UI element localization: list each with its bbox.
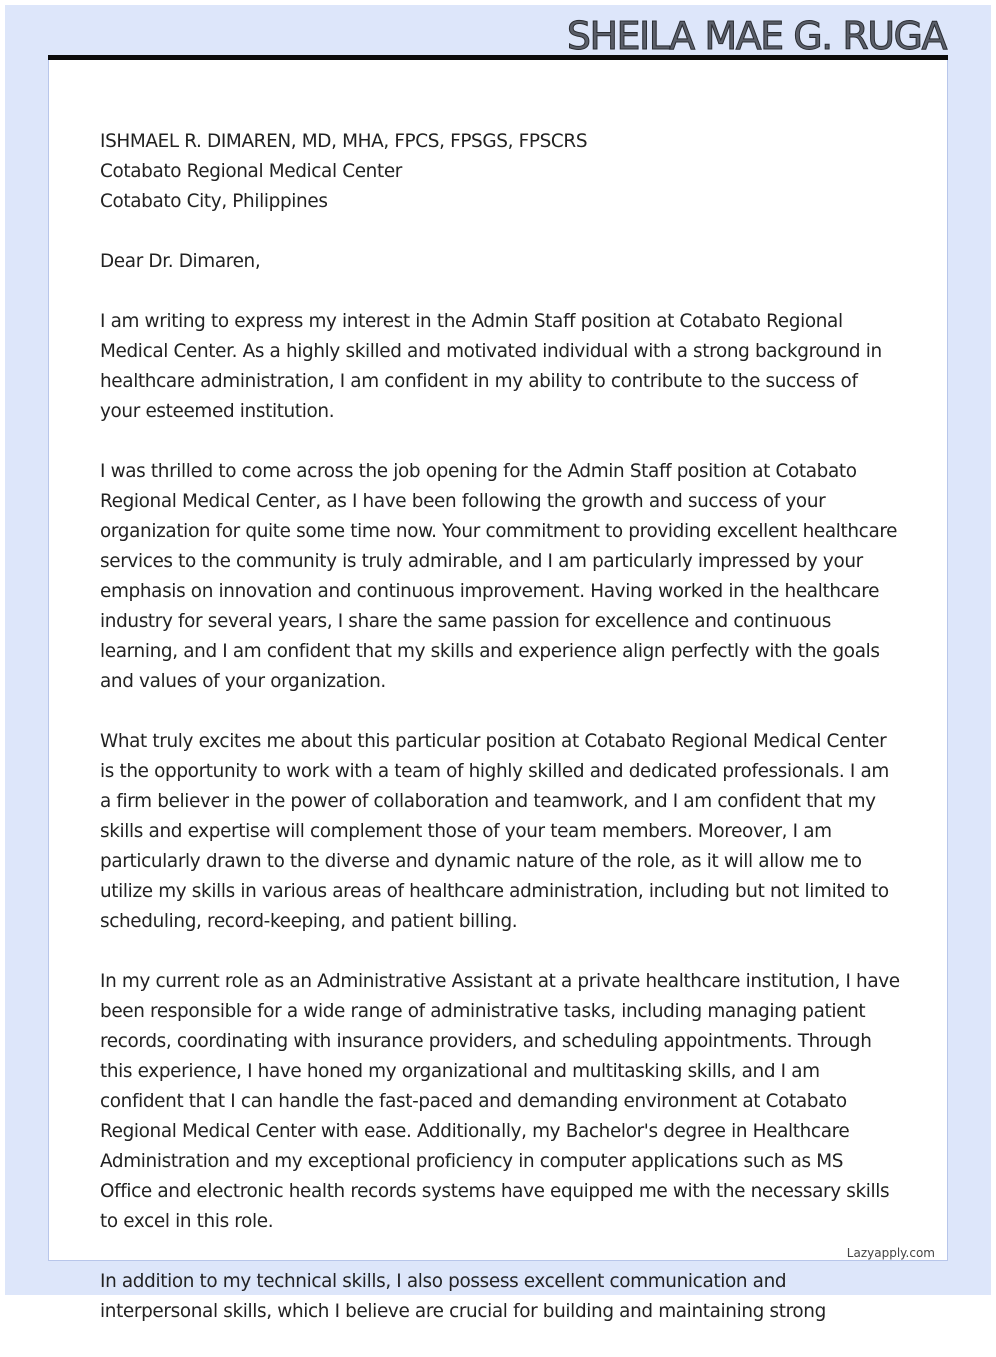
recipient-organization: Cotabato Regional Medical Center	[100, 161, 403, 182]
paragraph-4: In my current role as an Administrative Assistant at a private healthcare institution, I have been responsible for a wide range of administrative tasks, including managing patient records, coordinating with insurance providers, and scheduling appointments. Through this experience, I have honed my organizational and multitasking skills, and I am confident that I can handle the fast-paced and demanding environment at Cotabato Regional Medical Center with ease. Additionally, my Bachelor's degree in Healthcare Administration and my exceptional proficiency in computer applications such as MS Office and electronic health records systems have equipped me with the necessary skills to excel in this role.	[100, 971, 900, 1232]
salutation: Dear Dr. Dimaren,	[100, 251, 261, 272]
applicant-name: SHEILA MAE G. RUGA	[566, 14, 946, 58]
paragraph-1: I am writing to express my interest in the Admin Staff position at Cotabato Regional Medical Center. As a highly skilled and motivated individual with a strong background in healthcare administration, I am confident in my ability to contribute to the success of your esteemed institution.	[100, 311, 882, 422]
recipient-location: Cotabato City, Philippines	[100, 191, 328, 212]
paragraph-5: In addition to my technical skills, I also possess excellent communication and interpersonal skills, which I believe are crucial for building and maintaining strong	[100, 1271, 826, 1322]
recipient-name: ISHMAEL R. DIMAREN, MD, MHA, FPCS, FPSGS, FPSCRS	[100, 131, 588, 152]
watermark-text: Lazyapply.com	[846, 1246, 935, 1260]
paragraph-3: What truly excites me about this particular position at Cotabato Regional Medical Center is the opportunity to work with a team of highly skilled and dedicated professionals. I am a firm believer in the power of collaboration and teamwork, and I am confident that my skills and expertise will complement those of your team members. Moreover, I am particularly drawn to the diverse and dynamic nature of the role, as it will allow me to utilize my skills in various areas of healthcare administration, including but not limited to scheduling, record-keeping, and patient billing.	[100, 731, 889, 932]
paragraph-2: I was thrilled to come across the job opening for the Admin Staff position at Cotabato Regional Medical Center, as I have been following the growth and success of your organization for quite some time now. Your commitment to providing excellent healthcare services to the community is truly admirable, and I am particularly impressed by your emphasis on innovation and continuous improvement. Having worked in the healthcare industry for several years, I share the same passion for excellence and continuous learning, and I am confident that my skills and experience align perfectly with the goals and values of your organization.	[100, 461, 898, 692]
letter-body	[100, 97, 900, 1357]
